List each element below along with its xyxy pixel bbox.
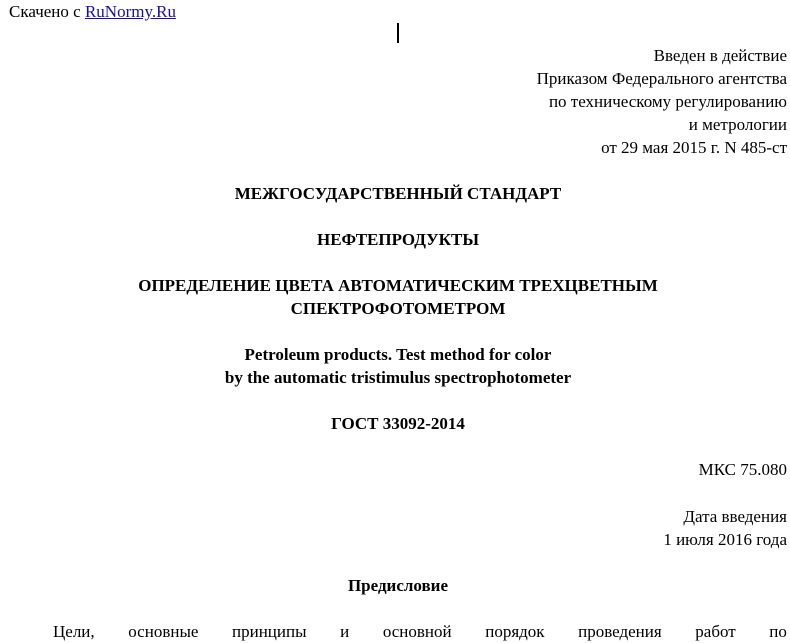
foreword-word: основные: [128, 622, 199, 641]
product-heading: [0, 228, 790, 251]
source-prefix: Скачено с: [9, 2, 81, 21]
gost-number-text: ГОСТ 33092-2014: [331, 414, 465, 433]
effective-label: Дата введения: [683, 507, 787, 526]
standard-type-heading: [0, 182, 790, 205]
foreword-paragraph: [53, 620, 787, 643]
english-title: [0, 343, 790, 389]
approval-line: и метрологии: [688, 115, 787, 134]
approval-line: Приказом Федерального агентства: [536, 69, 787, 88]
russian-title-line: СПЕКТРОФОТОМЕТРОМ: [290, 299, 506, 318]
russian-title-line: ОПРЕДЕЛЕНИЕ ЦВЕТА АВТОМАТИЧЕСКИМ ТРЕХЦВЕТНЫМ: [138, 276, 658, 295]
foreword-heading: [0, 574, 790, 597]
standard-type-text: МЕЖГОСУДАРСТВЕННЫЙ СТАНДАРТ: [234, 184, 562, 203]
approval-block: [537, 44, 787, 159]
foreword-word: порядок: [485, 622, 545, 641]
foreword-word: Цели,: [53, 622, 95, 641]
russian-title: [0, 274, 790, 320]
approval-line: по техническому регулированию: [548, 92, 787, 111]
foreword-word: по: [769, 622, 787, 641]
approval-line: от 29 мая 2015 г. N 485-ст: [601, 138, 787, 157]
mks-code: МКС 75.080: [698, 460, 787, 479]
foreword-word: проведения: [578, 622, 662, 641]
runormy-link[interactable]: RuNormy.Ru: [84, 2, 176, 21]
product-text: НЕФТЕПРОДУКТЫ: [316, 230, 480, 249]
approval-line: Введен в действие: [653, 46, 787, 65]
foreword-heading-text: Предисловие: [347, 576, 449, 595]
effective-date: 1 июля 2016 года: [663, 530, 787, 549]
foreword-word: и: [340, 622, 350, 641]
gost-number: [0, 412, 790, 435]
foreword-word: работ: [695, 622, 736, 641]
source-line: [9, 1, 176, 22]
foreword-word: основной: [382, 622, 452, 641]
english-title-line: Petroleum products. Test method for color: [244, 345, 552, 364]
text-cursor: [397, 23, 399, 43]
foreword-word: принципы: [232, 622, 307, 641]
english-title-line: by the automatic tristimulus spectrophotometer: [224, 368, 572, 387]
